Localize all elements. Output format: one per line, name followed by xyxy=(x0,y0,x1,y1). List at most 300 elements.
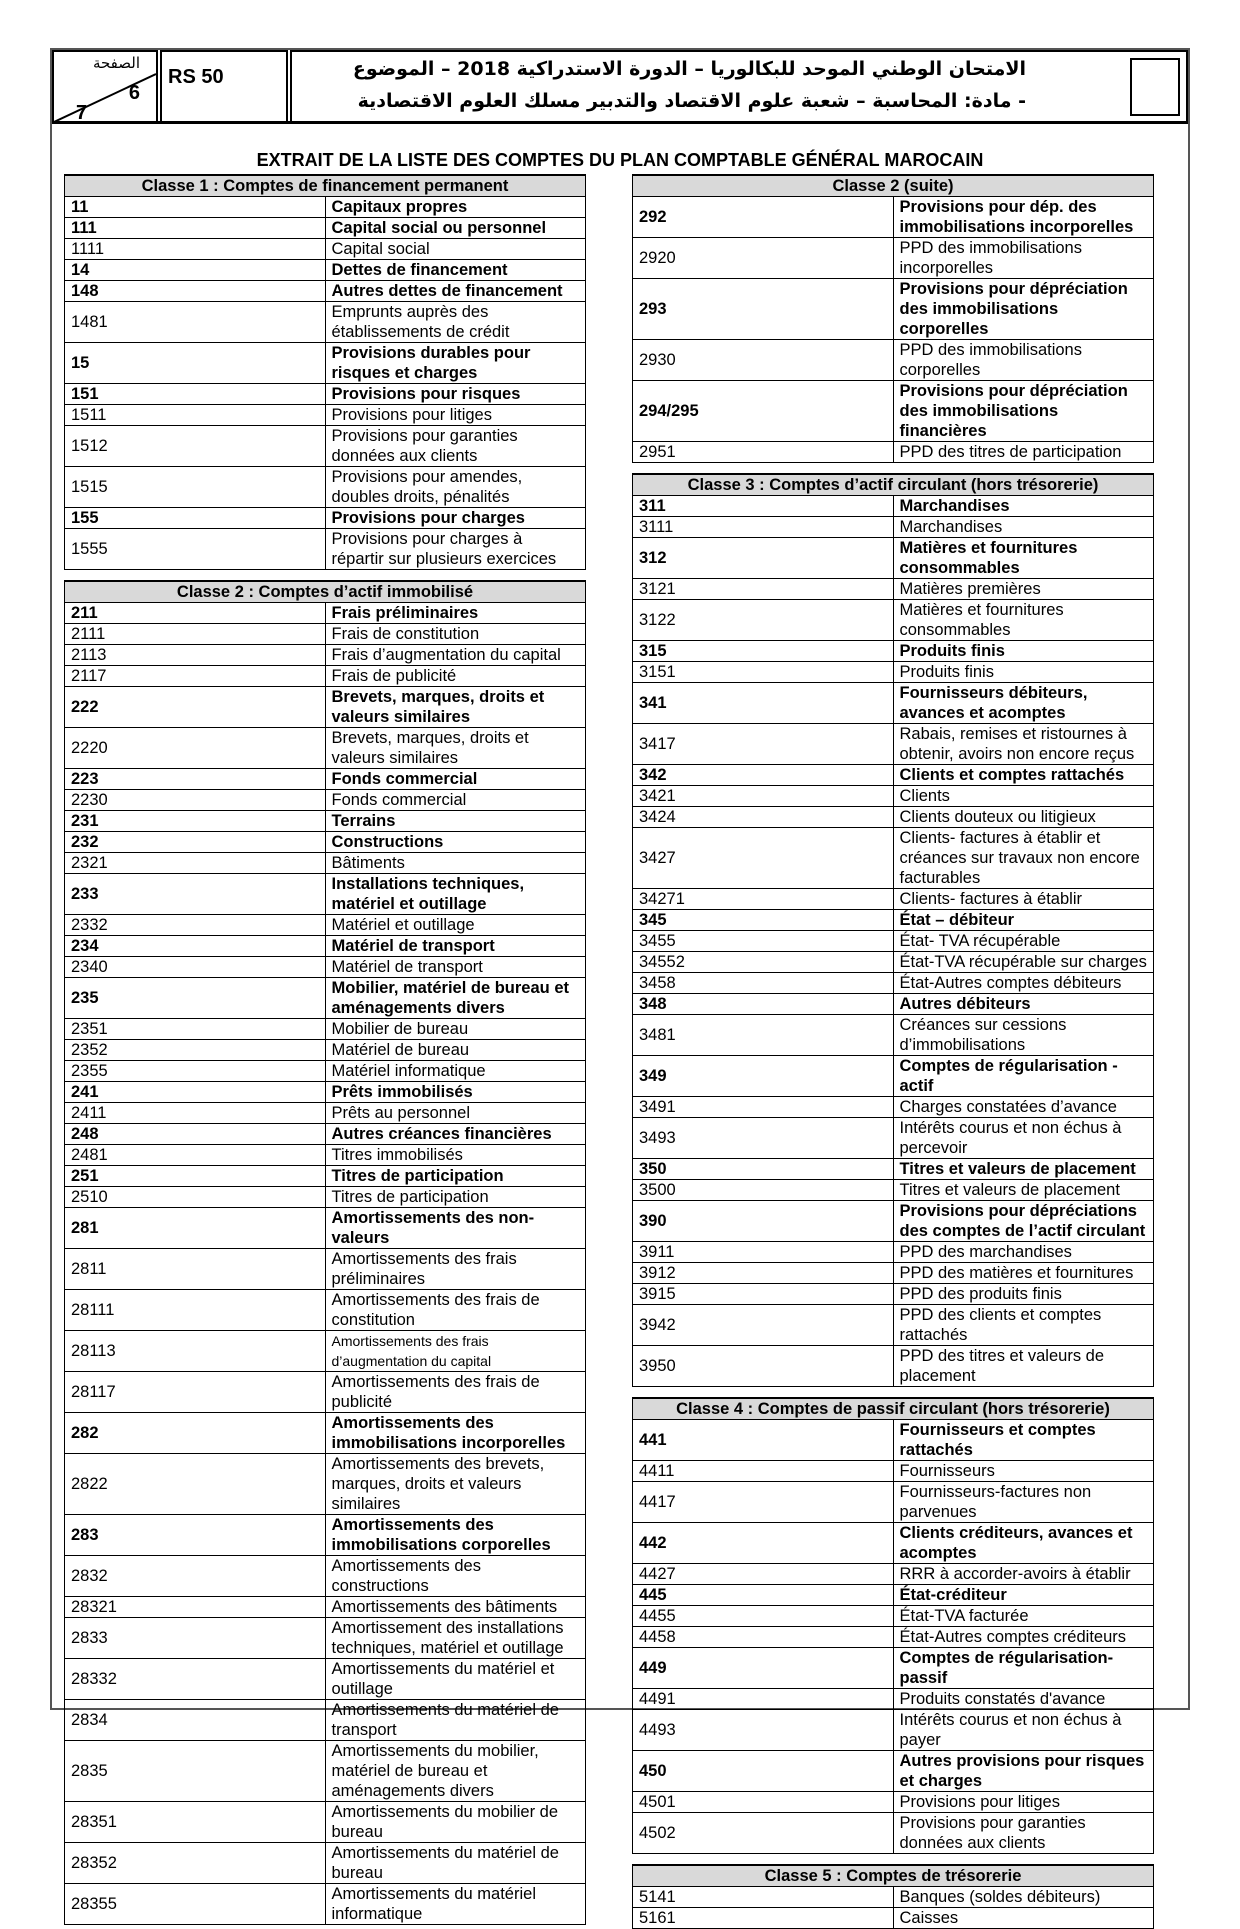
account-label: État-créditeur xyxy=(893,1585,1154,1606)
account-label: Amortissements des frais d’augmentation du capital xyxy=(325,1331,586,1372)
account-code: 34271 xyxy=(633,889,894,910)
account-label: Installations techniques, matériel et outillage xyxy=(325,874,586,915)
account-row xyxy=(633,807,1154,828)
account-row xyxy=(65,832,586,853)
account-label: Amortissements du matériel et outillage xyxy=(325,1659,586,1700)
account-code: 390 xyxy=(633,1201,894,1242)
account-label: PPD des clients et comptes rattachés xyxy=(893,1305,1154,1346)
account-row xyxy=(65,978,586,1019)
account-row xyxy=(65,915,586,936)
account-label: PPD des matières et fournitures xyxy=(893,1263,1154,1284)
account-row xyxy=(633,1813,1154,1854)
account-row xyxy=(65,1290,586,1331)
left-accounts-column xyxy=(64,174,586,1925)
account-row xyxy=(65,1166,586,1187)
account-row xyxy=(65,1019,586,1040)
account-code: 292 xyxy=(633,197,894,238)
account-label: Provisions pour dépréciation des immobilisations financières xyxy=(893,381,1154,442)
account-row xyxy=(633,1887,1154,1908)
account-label: Créances sur cessions d’immobilisations xyxy=(893,1015,1154,1056)
account-label: Clients créditeurs, avances et acomptes xyxy=(893,1523,1154,1564)
account-label: Comptes de régularisation - actif xyxy=(893,1056,1154,1097)
account-row xyxy=(65,1331,586,1372)
account-row xyxy=(65,239,586,260)
account-row xyxy=(633,1118,1154,1159)
account-code: 2340 xyxy=(65,957,326,978)
class-title: Classe 3 : Comptes d’actif circulant (hors trésorerie) xyxy=(633,474,1154,496)
account-row xyxy=(633,197,1154,238)
account-code: 4458 xyxy=(633,1627,894,1648)
account-label: État-Autres comptes débiteurs xyxy=(893,973,1154,994)
account-label: Emprunts auprès des établissements de crédit xyxy=(325,302,586,343)
accounts-table xyxy=(64,174,586,570)
exam-title-line-2: - مادة: المحاسبة – شعبة علوم الاقتصاد والتدبير مسلك العلوم الاقتصادية xyxy=(357,90,1026,112)
account-label: Matériel informatique xyxy=(325,1061,586,1082)
account-label: Marchandises xyxy=(893,496,1154,517)
account-code: 441 xyxy=(633,1420,894,1461)
account-code: 294/295 xyxy=(633,381,894,442)
account-label: Provisions pour garanties données aux clients xyxy=(893,1813,1154,1854)
exam-title-box xyxy=(290,50,1188,124)
account-row xyxy=(65,1249,586,1290)
section-gap xyxy=(632,1854,1154,1864)
account-code: 3122 xyxy=(633,600,894,641)
account-row xyxy=(633,1585,1154,1606)
account-row xyxy=(65,1454,586,1515)
account-label: Clients- factures à établir xyxy=(893,889,1154,910)
account-label: Capitaux propres xyxy=(325,197,586,218)
account-code: 28351 xyxy=(65,1802,326,1843)
account-row xyxy=(633,1305,1154,1346)
account-label: Provisions pour dép. des immobilisations incorporelles xyxy=(893,197,1154,238)
account-code: 34552 xyxy=(633,952,894,973)
account-row xyxy=(633,889,1154,910)
account-code: 232 xyxy=(65,832,326,853)
account-label: Caisses xyxy=(893,1908,1154,1929)
account-row xyxy=(633,1201,1154,1242)
account-code: 28332 xyxy=(65,1659,326,1700)
account-code: 28321 xyxy=(65,1597,326,1618)
account-code: 311 xyxy=(633,496,894,517)
account-code: 28111 xyxy=(65,1290,326,1331)
account-label: Intérêts courus et non échus à payer xyxy=(893,1710,1154,1751)
account-row xyxy=(65,1040,586,1061)
account-code: 2352 xyxy=(65,1040,326,1061)
account-code: 211 xyxy=(65,603,326,624)
account-row xyxy=(65,1597,586,1618)
account-code: 2332 xyxy=(65,915,326,936)
accounts-table xyxy=(64,580,586,1925)
account-code: 449 xyxy=(633,1648,894,1689)
account-code: 241 xyxy=(65,1082,326,1103)
account-label: Produits finis xyxy=(893,641,1154,662)
account-code: 2951 xyxy=(633,442,894,463)
account-label: Capital social ou personnel xyxy=(325,218,586,239)
account-label: Amortissement des installations techniques, matériel et outillage xyxy=(325,1618,586,1659)
account-row xyxy=(65,1515,586,1556)
account-row xyxy=(65,874,586,915)
account-label: État-TVA facturée xyxy=(893,1606,1154,1627)
account-code: 281 xyxy=(65,1208,326,1249)
account-label: Amortissements du matériel de bureau xyxy=(325,1843,586,1884)
account-row xyxy=(65,1618,586,1659)
class-header-row xyxy=(65,175,586,197)
account-code: 3491 xyxy=(633,1097,894,1118)
account-label: Frais d’augmentation du capital xyxy=(325,645,586,666)
account-row xyxy=(633,579,1154,600)
account-row xyxy=(633,1015,1154,1056)
account-label: Fournisseurs et comptes rattachés xyxy=(893,1420,1154,1461)
account-row xyxy=(65,467,586,508)
account-code: 1515 xyxy=(65,467,326,508)
account-label: Amortissements des frais préliminaires xyxy=(325,1249,586,1290)
account-code: 2835 xyxy=(65,1741,326,1802)
account-label: Comptes de régularisation-passif xyxy=(893,1648,1154,1689)
account-label: Provisions pour garanties données aux clients xyxy=(325,426,586,467)
account-label: Produits constatés d'avance xyxy=(893,1689,1154,1710)
account-code: 2811 xyxy=(65,1249,326,1290)
account-code: 341 xyxy=(633,683,894,724)
account-code: 5141 xyxy=(633,1887,894,1908)
class-title: Classe 2 : Comptes d’actif immobilisé xyxy=(65,581,586,603)
account-row xyxy=(65,1145,586,1166)
account-code: 2411 xyxy=(65,1103,326,1124)
account-row xyxy=(633,517,1154,538)
account-row xyxy=(65,1884,586,1925)
account-label: Provisions pour litiges xyxy=(325,405,586,426)
account-row xyxy=(65,603,586,624)
account-label: Provisions pour amendes, doubles droits, pénalités xyxy=(325,467,586,508)
account-code: 450 xyxy=(633,1751,894,1792)
account-row xyxy=(65,1802,586,1843)
account-code: 1511 xyxy=(65,405,326,426)
account-code: 28117 xyxy=(65,1372,326,1413)
account-code: 2111 xyxy=(65,624,326,645)
account-row xyxy=(65,384,586,405)
account-label: État – débiteur xyxy=(893,910,1154,931)
account-label: Mobilier de bureau xyxy=(325,1019,586,1040)
account-row xyxy=(65,218,586,239)
account-code: 3151 xyxy=(633,662,894,683)
account-label: Amortissements des constructions xyxy=(325,1556,586,1597)
account-code: 14 xyxy=(65,260,326,281)
code-box xyxy=(1130,58,1180,116)
account-code: 2833 xyxy=(65,1618,326,1659)
account-row xyxy=(65,1372,586,1413)
account-code: 4455 xyxy=(633,1606,894,1627)
account-row xyxy=(633,1523,1154,1564)
account-label: Intérêts courus et non échus à percevoir xyxy=(893,1118,1154,1159)
account-code: 235 xyxy=(65,978,326,1019)
page-number: 6 xyxy=(128,82,140,104)
account-code: 148 xyxy=(65,281,326,302)
account-row xyxy=(633,238,1154,279)
account-row xyxy=(65,853,586,874)
account-row xyxy=(633,279,1154,340)
account-code: 1555 xyxy=(65,529,326,570)
account-label: Rabais, remises et ristournes à obtenir, avoirs non encore reçus xyxy=(893,724,1154,765)
account-row xyxy=(633,600,1154,641)
account-row xyxy=(633,683,1154,724)
account-row xyxy=(633,786,1154,807)
account-row xyxy=(65,1741,586,1802)
account-code: 233 xyxy=(65,874,326,915)
right-accounts-column xyxy=(632,174,1154,1929)
account-row xyxy=(633,1242,1154,1263)
account-row xyxy=(65,811,586,832)
section-gap xyxy=(64,570,586,580)
account-row xyxy=(633,1180,1154,1201)
account-label: Produits finis xyxy=(893,662,1154,683)
account-code: 2834 xyxy=(65,1700,326,1741)
account-code: 2510 xyxy=(65,1187,326,1208)
account-row xyxy=(65,1187,586,1208)
account-code: 4493 xyxy=(633,1710,894,1751)
account-code: 350 xyxy=(633,1159,894,1180)
account-row xyxy=(633,828,1154,889)
account-code: 282 xyxy=(65,1413,326,1454)
account-code: 283 xyxy=(65,1515,326,1556)
account-label: Provisions pour dépréciation des immobilisations corporelles xyxy=(893,279,1154,340)
account-row xyxy=(65,1061,586,1082)
account-label: Matières et fournitures consommables xyxy=(893,538,1154,579)
account-label: Amortissements des bâtiments xyxy=(325,1597,586,1618)
class-header-row xyxy=(633,1398,1154,1420)
account-row xyxy=(65,769,586,790)
account-code: 442 xyxy=(633,1523,894,1564)
page-total: 7 xyxy=(76,102,88,124)
account-label: Matières premières xyxy=(893,579,1154,600)
account-label: Amortissements du matériel informatique xyxy=(325,1884,586,1925)
account-label: Frais préliminaires xyxy=(325,603,586,624)
account-label: RRR à accorder-avoirs à établir xyxy=(893,1564,1154,1585)
account-code: 3500 xyxy=(633,1180,894,1201)
account-code: 3121 xyxy=(633,579,894,600)
account-code: 1111 xyxy=(65,239,326,260)
account-row xyxy=(633,1097,1154,1118)
account-label: Provisions pour risques xyxy=(325,384,586,405)
account-label: Titres et valeurs de placement xyxy=(893,1159,1154,1180)
account-row xyxy=(65,1556,586,1597)
account-code: 3493 xyxy=(633,1118,894,1159)
account-row xyxy=(65,790,586,811)
accounts-table xyxy=(632,1397,1154,1854)
account-code: 2351 xyxy=(65,1019,326,1040)
account-row xyxy=(633,1627,1154,1648)
page-label: الصفحة xyxy=(92,54,140,72)
account-row xyxy=(633,1461,1154,1482)
account-code: 4427 xyxy=(633,1564,894,1585)
account-label: PPD des immobilisations incorporelles xyxy=(893,238,1154,279)
account-row xyxy=(65,957,586,978)
account-label: Fonds commercial xyxy=(325,769,586,790)
account-label: Amortissements des immobilisations corporelles xyxy=(325,1515,586,1556)
account-code: 151 xyxy=(65,384,326,405)
account-row xyxy=(65,529,586,570)
account-row xyxy=(65,1124,586,1145)
account-label: Matériel et outillage xyxy=(325,915,586,936)
account-code: 293 xyxy=(633,279,894,340)
account-code: 4417 xyxy=(633,1482,894,1523)
class-title: Classe 2 (suite) xyxy=(633,175,1154,197)
account-row xyxy=(633,1710,1154,1751)
account-code: 248 xyxy=(65,1124,326,1145)
account-row xyxy=(633,931,1154,952)
account-label: Capital social xyxy=(325,239,586,260)
account-code: 345 xyxy=(633,910,894,931)
account-code: 3458 xyxy=(633,973,894,994)
account-code: 342 xyxy=(633,765,894,786)
account-label: Amortissements du matériel de transport xyxy=(325,1700,586,1741)
account-code: 4411 xyxy=(633,1461,894,1482)
account-label: Matières et fournitures consommables xyxy=(893,600,1154,641)
account-row xyxy=(633,381,1154,442)
account-label: PPD des produits finis xyxy=(893,1284,1154,1305)
account-code: 15 xyxy=(65,343,326,384)
account-label: Provisions pour charges à répartir sur plusieurs exercices xyxy=(325,529,586,570)
class-title: Classe 1 : Comptes de financement permanent xyxy=(65,175,586,197)
account-row xyxy=(633,1284,1154,1305)
account-code: 2822 xyxy=(65,1454,326,1515)
account-label: Charges constatées d’avance xyxy=(893,1097,1154,1118)
account-label: Provisions pour charges xyxy=(325,508,586,529)
account-row xyxy=(65,624,586,645)
account-code: 2113 xyxy=(65,645,326,666)
account-row xyxy=(633,1420,1154,1461)
account-code: 3912 xyxy=(633,1263,894,1284)
account-row xyxy=(633,1482,1154,1523)
account-label: Provisions pour litiges xyxy=(893,1792,1154,1813)
account-label: Banques (soldes débiteurs) xyxy=(893,1887,1154,1908)
account-code: 445 xyxy=(633,1585,894,1606)
class-header-row xyxy=(65,581,586,603)
account-row xyxy=(65,426,586,467)
account-label: Bâtiments xyxy=(325,853,586,874)
account-code: 315 xyxy=(633,641,894,662)
account-code: 3455 xyxy=(633,931,894,952)
account-code: 2832 xyxy=(65,1556,326,1597)
account-code: 3427 xyxy=(633,828,894,889)
account-row xyxy=(65,405,586,426)
account-row xyxy=(633,496,1154,517)
account-label: PPD des marchandises xyxy=(893,1242,1154,1263)
account-row xyxy=(633,910,1154,931)
account-label: Constructions xyxy=(325,832,586,853)
account-label: Fournisseurs débiteurs, avances et acomptes xyxy=(893,683,1154,724)
account-row xyxy=(65,302,586,343)
account-label: PPD des titres et valeurs de placement xyxy=(893,1346,1154,1387)
section-gap xyxy=(632,1387,1154,1397)
account-row xyxy=(633,1159,1154,1180)
account-label: Dettes de financement xyxy=(325,260,586,281)
account-row xyxy=(633,1792,1154,1813)
account-code: 3942 xyxy=(633,1305,894,1346)
account-code: 3421 xyxy=(633,786,894,807)
account-code: 28355 xyxy=(65,1884,326,1925)
account-label: Brevets, marques, droits et valeurs similaires xyxy=(325,728,586,769)
account-label: Titres de participation xyxy=(325,1187,586,1208)
account-label: PPD des titres de participation xyxy=(893,442,1154,463)
account-code: 4502 xyxy=(633,1813,894,1854)
account-row xyxy=(65,687,586,728)
account-label: Provisions pour dépréciations des comptes de l’actif circulant xyxy=(893,1201,1154,1242)
account-code: 2321 xyxy=(65,853,326,874)
account-label: Marchandises xyxy=(893,517,1154,538)
account-label: Titres et valeurs de placement xyxy=(893,1180,1154,1201)
account-row xyxy=(65,197,586,218)
account-row xyxy=(65,1208,586,1249)
account-row xyxy=(65,666,586,687)
account-row xyxy=(633,1263,1154,1284)
account-code: 349 xyxy=(633,1056,894,1097)
account-row xyxy=(633,662,1154,683)
account-label: Prêts immobilisés xyxy=(325,1082,586,1103)
account-row xyxy=(633,724,1154,765)
account-code: 28352 xyxy=(65,1843,326,1884)
account-label: Titres immobilisés xyxy=(325,1145,586,1166)
page-number-box xyxy=(52,50,158,124)
account-code: 3950 xyxy=(633,1346,894,1387)
account-label: Brevets, marques, droits et valeurs similaires xyxy=(325,687,586,728)
account-code: 2117 xyxy=(65,666,326,687)
account-row xyxy=(65,281,586,302)
account-label: État- TVA récupérable xyxy=(893,931,1154,952)
account-label: Matériel de bureau xyxy=(325,1040,586,1061)
account-label: Amortissements des frais de constitution xyxy=(325,1290,586,1331)
account-label: Amortissements des brevets, marques, droits et valeurs similaires xyxy=(325,1454,586,1515)
account-code: 2230 xyxy=(65,790,326,811)
account-code: 155 xyxy=(65,508,326,529)
account-label: Frais de publicité xyxy=(325,666,586,687)
class-header-row xyxy=(633,175,1154,197)
account-label: Amortissements des non-valeurs xyxy=(325,1208,586,1249)
account-row xyxy=(65,1700,586,1741)
account-row xyxy=(633,340,1154,381)
account-label: Autres débiteurs xyxy=(893,994,1154,1015)
accounts-table xyxy=(632,1864,1154,1929)
account-row xyxy=(633,641,1154,662)
account-label: Fournisseurs xyxy=(893,1461,1154,1482)
account-label: Clients et comptes rattachés xyxy=(893,765,1154,786)
account-row xyxy=(65,1659,586,1700)
account-label: Provisions durables pour risques et charges xyxy=(325,343,586,384)
account-label: Prêts au personnel xyxy=(325,1103,586,1124)
account-row xyxy=(65,343,586,384)
accounts-table xyxy=(632,174,1154,463)
account-row xyxy=(65,1103,586,1124)
account-code: 1512 xyxy=(65,426,326,467)
account-label: Clients- factures à établir et créances sur travaux non encore facturables xyxy=(893,828,1154,889)
account-label: État-Autres comptes créditeurs xyxy=(893,1627,1154,1648)
account-row xyxy=(633,1751,1154,1792)
document-title: EXTRAIT DE LA LISTE DES COMPTES DU PLAN COMPTABLE GÉNÉRAL MAROCAIN xyxy=(256,150,984,170)
account-code: 3915 xyxy=(633,1284,894,1305)
exam-header xyxy=(52,50,1188,124)
account-row xyxy=(65,645,586,666)
account-row xyxy=(633,973,1154,994)
account-row xyxy=(633,1908,1154,1929)
account-code: 2481 xyxy=(65,1145,326,1166)
account-row xyxy=(633,994,1154,1015)
account-label: Titres de participation xyxy=(325,1166,586,1187)
account-label: Amortissements du mobilier, matériel de bureau et aménagements divers xyxy=(325,1741,586,1802)
account-code: 348 xyxy=(633,994,894,1015)
account-row xyxy=(633,442,1154,463)
account-row xyxy=(633,538,1154,579)
account-row xyxy=(65,508,586,529)
account-row xyxy=(633,1606,1154,1627)
account-row xyxy=(633,952,1154,973)
